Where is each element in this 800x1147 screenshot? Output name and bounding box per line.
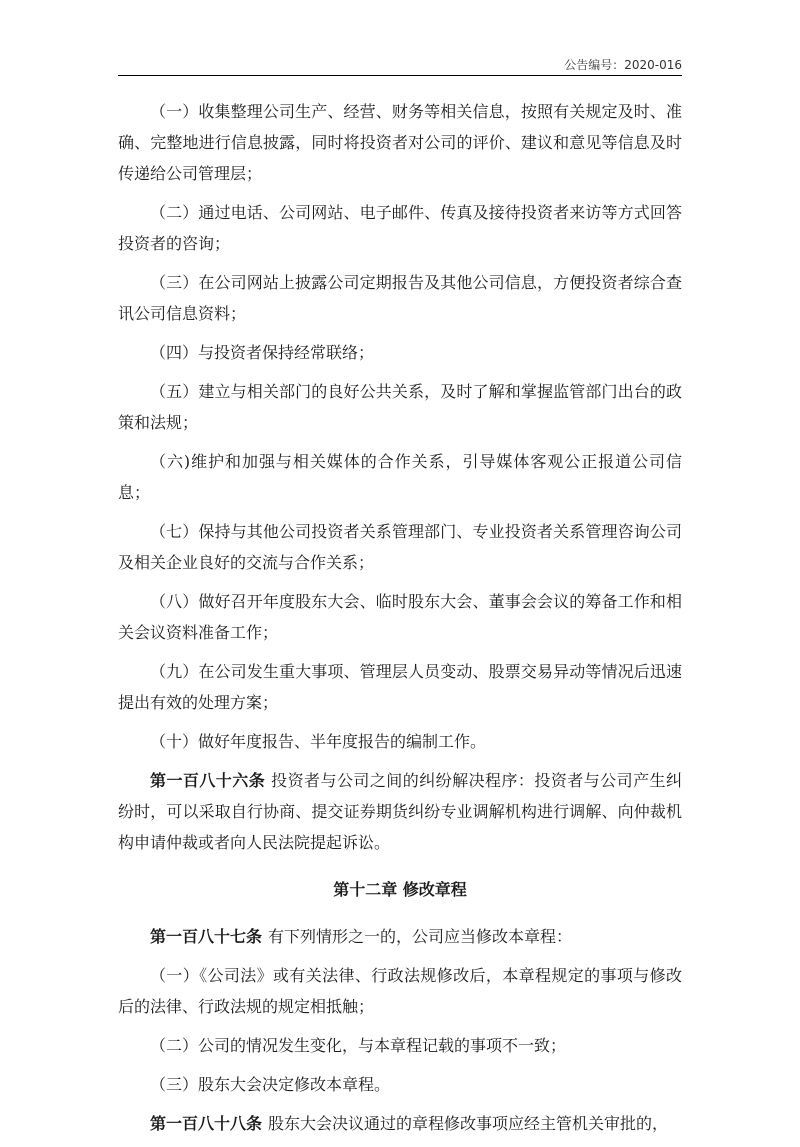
list-item: （九）在公司发生重大事项、管理层人员变动、股票交易异动等情况后迅速提出有效的处理方案； — [118, 662, 682, 712]
list-item: （五）建立与相关部门的良好公共关系，及时了解和掌握监管部门出台的政策和法规； — [118, 382, 682, 432]
list-item: （六)维护和加强与相关媒体的合作关系，引导媒体客观公正报道公司信息； — [118, 452, 682, 502]
article-number: 第一百八十七条 — [150, 927, 263, 946]
chapter-heading: 第十二章 修改章程 — [333, 880, 467, 899]
list-item: （三）在公司网站上披露公司定期报告及其他公司信息，方便投资者综合查讯公司信息资料； — [118, 273, 682, 323]
article-186 — [118, 765, 682, 858]
article-187 — [118, 921, 682, 952]
list-item: （十）做好年度报告、半年度报告的编制工作。 — [150, 732, 487, 751]
list-item: （七）保持与其他公司投资者关系管理部门、专业投资者关系管理咨询公司及相关企业良好的交流与合作关系； — [118, 522, 682, 572]
article-text: 投资者与公司之间的纠纷解决程序：投资者与公司产生纠纷时，可以采取自行协商、提交证券期货纠纷专业调解机构进行调解、向仲裁机构申请仲裁或者向人民法院提起诉讼。 — [118, 771, 682, 852]
list-item: （四）与投资者保持经常联络； — [150, 343, 375, 362]
list-item: （二）公司的情况发生变化，与本章程记载的事项不一致； — [150, 1036, 567, 1055]
list-item: （二）通过电话、公司网站、电子邮件、传真及接待投资者来访等方式回答投资者的咨询； — [118, 203, 682, 253]
list-item: （八）做好召开年度股东大会、临时股东大会、董事会会议的筹备工作和相关会议资料准备工作； — [118, 592, 682, 642]
article-number: 第一百八十六条 — [150, 771, 266, 790]
article-number: 第一百八十八条 — [150, 1114, 263, 1133]
page-body — [118, 96, 682, 1147]
list-item: （三）股东大会决定修改本章程。 — [150, 1075, 391, 1094]
article-text: 有下列情形之一的，公司应当修改本章程： — [268, 927, 573, 946]
header-divider — [118, 75, 682, 76]
list-item: （一）收集整理公司生产、经营、财务等相关信息，按照有关规定及时、准确、完整地进行信息披露，同时将投资者对公司的评价、建议和意见等信息及时传递给公司管理层； — [118, 102, 682, 183]
list-item: （一）《公司法》或有关法律、行政法规修改后，本章程规定的事项与修改后的法律、行政法规的规定相抵触； — [118, 966, 682, 1016]
article-188 — [118, 1108, 682, 1139]
article-text: 股东大会决议通过的章程修改事项应经主管机关审批的， — [268, 1114, 669, 1133]
document-number: 公告编号：2020-016 — [564, 58, 682, 72]
